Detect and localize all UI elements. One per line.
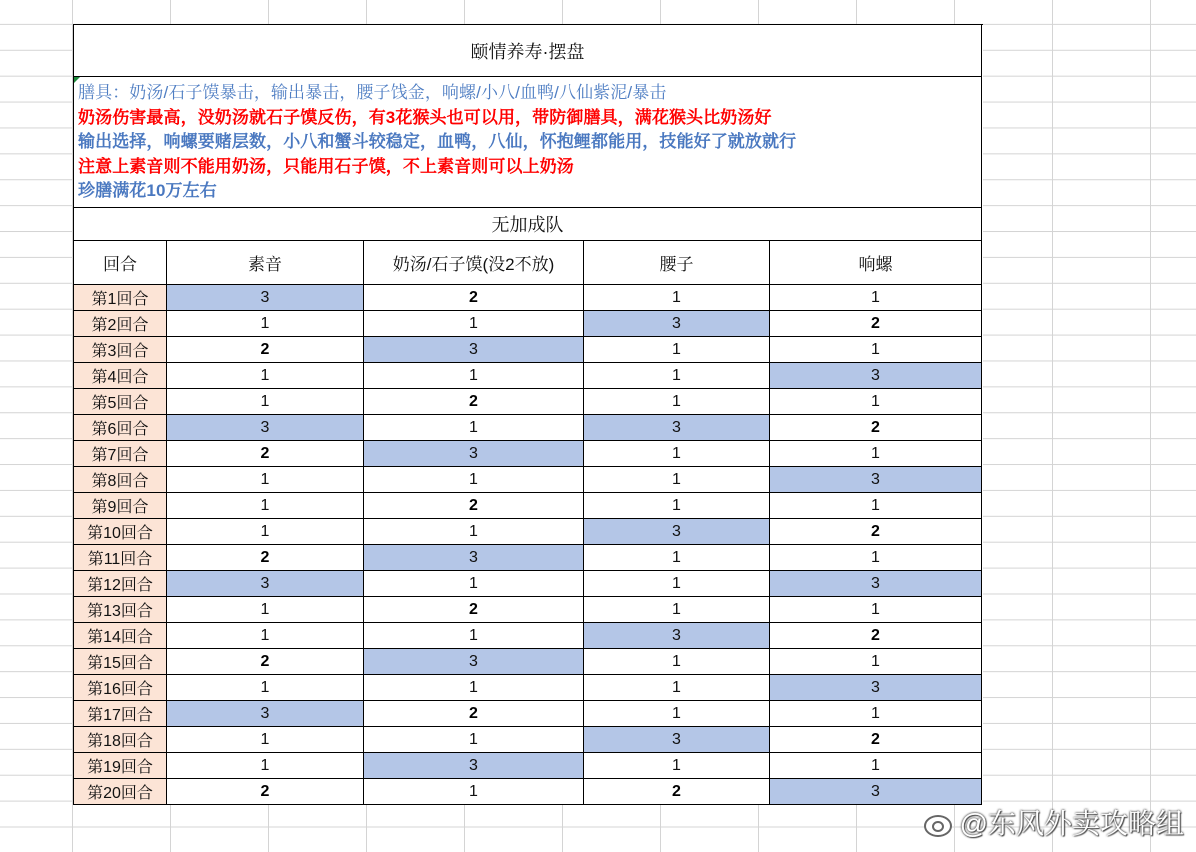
round-label-cell[interactable]: 第18回合 <box>74 727 167 753</box>
round-label-cell[interactable]: 第17回合 <box>74 701 167 727</box>
value-cell[interactable]: 1 <box>584 675 770 701</box>
value-cell[interactable]: 1 <box>770 597 982 623</box>
value-cell[interactable]: 1 <box>770 701 982 727</box>
table-row <box>74 311 983 337</box>
value-cell[interactable]: 2 <box>364 701 584 727</box>
value-cell[interactable]: 3 <box>584 415 770 441</box>
value-cell[interactable]: 1 <box>167 623 364 649</box>
value-cell[interactable]: 3 <box>364 337 584 363</box>
value-cell[interactable]: 1 <box>770 545 982 571</box>
notes-row <box>74 77 983 208</box>
table-row <box>74 415 983 441</box>
value-cell[interactable]: 2 <box>364 285 584 311</box>
value-cell[interactable]: 3 <box>770 363 982 389</box>
table-row <box>74 545 983 571</box>
header-round[interactable]: 回合 <box>74 241 167 285</box>
value-cell[interactable]: 1 <box>584 467 770 493</box>
round-label-cell[interactable]: 第3回合 <box>74 337 167 363</box>
value-cell[interactable]: 1 <box>584 597 770 623</box>
table-row <box>74 649 983 675</box>
notes-cell[interactable] <box>74 77 982 208</box>
value-cell[interactable]: 3 <box>167 571 364 597</box>
header-yaozi[interactable]: 腰子 <box>584 241 770 285</box>
value-cell[interactable]: 2 <box>364 389 584 415</box>
round-label-cell[interactable]: 第11回合 <box>74 545 167 571</box>
value-cell[interactable]: 1 <box>584 701 770 727</box>
value-cell[interactable]: 1 <box>167 597 364 623</box>
table-row <box>74 337 983 363</box>
value-cell[interactable]: 3 <box>364 649 584 675</box>
round-label-cell[interactable]: 第6回合 <box>74 415 167 441</box>
value-cell[interactable]: 2 <box>770 415 982 441</box>
value-cell[interactable]: 1 <box>584 337 770 363</box>
value-cell[interactable]: 1 <box>584 753 770 779</box>
subtitle-row <box>74 208 983 241</box>
round-label-cell[interactable]: 第8回合 <box>74 467 167 493</box>
watermark <box>922 802 1184 842</box>
value-cell[interactable]: 1 <box>167 519 364 545</box>
value-cell[interactable]: 2 <box>584 779 770 805</box>
table-row <box>74 701 983 727</box>
round-label-cell[interactable]: 第19回合 <box>74 753 167 779</box>
round-label-cell[interactable]: 第14回合 <box>74 623 167 649</box>
table-row <box>74 467 983 493</box>
weibo-logo-icon <box>922 809 954 835</box>
round-label-cell[interactable]: 第4回合 <box>74 363 167 389</box>
value-cell[interactable]: 1 <box>364 519 584 545</box>
value-cell[interactable]: 1 <box>584 441 770 467</box>
value-cell[interactable]: 1 <box>584 545 770 571</box>
round-label-cell[interactable]: 第10回合 <box>74 519 167 545</box>
header-suyin[interactable]: 素音 <box>167 241 364 285</box>
notes-lines <box>78 81 981 204</box>
value-cell[interactable]: 1 <box>770 285 982 311</box>
value-cell[interactable]: 1 <box>364 623 584 649</box>
note-line: 奶汤伤害最高，没奶汤就石子馍反伤，有3花猴头也可以用，带防御膳具，满花猴头比奶汤好 <box>78 107 772 127</box>
value-cell[interactable]: 3 <box>584 623 770 649</box>
value-cell[interactable]: 1 <box>167 389 364 415</box>
value-cell[interactable]: 1 <box>770 337 982 363</box>
round-label-cell[interactable]: 第12回合 <box>74 571 167 597</box>
value-cell[interactable]: 1 <box>584 649 770 675</box>
value-cell[interactable]: 3 <box>167 701 364 727</box>
team-subtitle[interactable]: 无加成队 <box>74 208 982 241</box>
table-row <box>74 389 983 415</box>
value-cell[interactable]: 3 <box>584 311 770 337</box>
value-cell[interactable]: 2 <box>770 727 982 753</box>
note-line: 输出选择，响螺要赌层数，小八和蟹斗较稳定，血鸭，八仙，怀抱鲤都能用，技能好了就放就行 <box>78 132 797 151</box>
table-row <box>74 623 983 649</box>
title-row <box>74 25 983 77</box>
value-cell[interactable]: 1 <box>167 753 364 779</box>
value-cell[interactable]: 2 <box>167 441 364 467</box>
spreadsheet-table <box>73 24 983 805</box>
value-cell[interactable]: 2 <box>167 545 364 571</box>
table-row <box>74 675 983 701</box>
round-label-cell[interactable]: 第2回合 <box>74 311 167 337</box>
value-cell[interactable]: 1 <box>167 675 364 701</box>
value-cell[interactable]: 1 <box>584 493 770 519</box>
value-cell[interactable]: 1 <box>364 467 584 493</box>
note-line: 注意上素音则不能用奶汤，只能用石子馍，不上素音则可以上奶汤 <box>78 156 574 176</box>
value-cell[interactable]: 3 <box>584 519 770 545</box>
round-label-cell[interactable]: 第16回合 <box>74 675 167 701</box>
table-row <box>74 285 983 311</box>
value-cell[interactable]: 1 <box>167 727 364 753</box>
value-cell[interactable]: 3 <box>364 753 584 779</box>
round-label-cell[interactable]: 第5回合 <box>74 389 167 415</box>
round-label-cell[interactable]: 第9回合 <box>74 493 167 519</box>
value-cell[interactable]: 3 <box>770 467 982 493</box>
value-cell[interactable]: 3 <box>770 571 982 597</box>
value-cell[interactable]: 1 <box>364 571 584 597</box>
sheet-title[interactable]: 颐情养寿·摆盘 <box>74 25 982 77</box>
value-cell[interactable]: 3 <box>364 441 584 467</box>
value-cell[interactable]: 1 <box>364 727 584 753</box>
value-cell[interactable]: 1 <box>167 363 364 389</box>
value-cell[interactable]: 2 <box>770 311 982 337</box>
round-label-cell[interactable]: 第20回合 <box>74 779 167 805</box>
value-cell[interactable]: 3 <box>167 285 364 311</box>
value-cell[interactable]: 1 <box>770 649 982 675</box>
value-cell[interactable]: 1 <box>167 467 364 493</box>
value-cell[interactable]: 1 <box>167 311 364 337</box>
value-cell[interactable]: 1 <box>584 571 770 597</box>
value-cell[interactable]: 2 <box>167 649 364 675</box>
value-cell[interactable]: 1 <box>770 389 982 415</box>
round-label-cell[interactable]: 第13回合 <box>74 597 167 623</box>
value-cell[interactable]: 1 <box>364 675 584 701</box>
watermark-text: @东风外卖攻略组 <box>959 808 1184 839</box>
table-row <box>74 779 983 805</box>
table-row <box>74 727 983 753</box>
value-cell[interactable]: 1 <box>584 363 770 389</box>
value-cell[interactable]: 1 <box>584 285 770 311</box>
value-cell[interactable]: 2 <box>364 597 584 623</box>
header-row <box>74 241 983 285</box>
comment-indicator-icon <box>74 77 80 83</box>
value-cell[interactable]: 1 <box>770 493 982 519</box>
table-row <box>74 493 983 519</box>
note-line: 珍膳满花10万左右 <box>78 181 217 200</box>
value-cell[interactable]: 3 <box>770 675 982 701</box>
value-cell[interactable]: 3 <box>584 727 770 753</box>
round-label-cell[interactable]: 第1回合 <box>74 285 167 311</box>
value-cell[interactable]: 1 <box>770 441 982 467</box>
value-cell[interactable]: 2 <box>167 337 364 363</box>
table-row <box>74 597 983 623</box>
value-cell[interactable]: 1 <box>364 779 584 805</box>
table-row <box>74 519 983 545</box>
value-cell[interactable]: 1 <box>770 753 982 779</box>
value-cell[interactable]: 2 <box>770 623 982 649</box>
table-row <box>74 363 983 389</box>
round-label-cell[interactable]: 第15回合 <box>74 649 167 675</box>
value-cell[interactable]: 1 <box>364 363 584 389</box>
table-row <box>74 753 983 779</box>
data-rows <box>74 285 983 805</box>
value-cell[interactable]: 2 <box>167 779 364 805</box>
value-cell[interactable]: 1 <box>364 415 584 441</box>
value-cell[interactable]: 1 <box>584 389 770 415</box>
table-row <box>74 441 983 467</box>
note-line: 膳具：奶汤/石子馍暴击，输出暴击，腰子饯金，响螺/小八/血鸭/八仙紫泥/暴击 <box>78 83 667 102</box>
value-cell[interactable]: 3 <box>364 545 584 571</box>
value-cell[interactable]: 3 <box>770 779 982 805</box>
round-label-cell[interactable]: 第7回合 <box>74 441 167 467</box>
header-xiangluo[interactable]: 响螺 <box>770 241 982 285</box>
value-cell[interactable]: 2 <box>364 493 584 519</box>
value-cell[interactable]: 2 <box>770 519 982 545</box>
value-cell[interactable]: 1 <box>167 493 364 519</box>
value-cell[interactable]: 1 <box>364 311 584 337</box>
table-row <box>74 571 983 597</box>
header-naitang[interactable]: 奶汤/石子馍(没2不放) <box>364 241 584 285</box>
value-cell[interactable]: 3 <box>167 415 364 441</box>
